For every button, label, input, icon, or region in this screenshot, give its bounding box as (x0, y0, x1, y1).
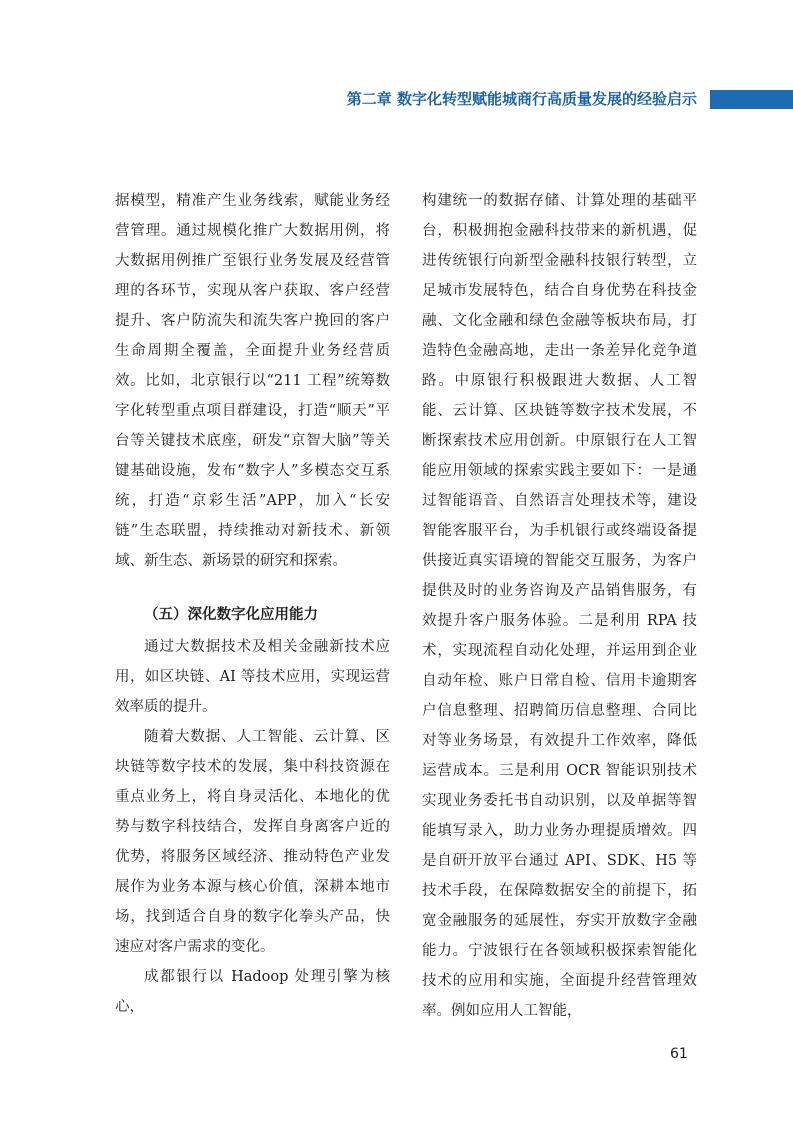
page-number: 61 (670, 1046, 688, 1062)
running-header (0, 84, 793, 114)
chapter-title: 第二章 数字化转型赋能城商行高质量发展的经验启示 (346, 90, 697, 108)
paragraph: 据模型，精准产生业务线索，赋能业务经营管理。通过规模化推广大数据用例，将大数据用例推广至银行业务发展及经营管理的各环节，实现从客户获取、客户经营提升、客户防流失和流失客户挽回的客户生命周期全覆盖，全面提升业务经营质效。比如，北京银行以“211 工程”统筹数字化转型重点项目群建设，打造“顺天”平台等关键技术底座，研发“京智大脑”等关键基础设施，发布“数字人”多模态交互系统，打造“京彩生活”APP，加入“长安链”生态联盟，持续推动对新技术、新领域、新生态、新场景的研究和探索。 (115, 193, 390, 569)
section-heading: （五）深化数字化应用能力 (144, 607, 318, 623)
paragraph: 成都银行以 Hadoop 处理引擎为核心， (115, 969, 390, 1015)
paragraph: 通过大数据技术及相关金融新技术应用，如区块链、AI 等技术应用，实现运营效率质的提升。 (115, 639, 390, 715)
header-accent-bar (710, 90, 793, 109)
paragraph: 随着大数据、人工智能、云计算、区块链等数字技术的发展，集中科技资源在重点业务上，将自身灵活化、本地化的优势与数字科技结合，发挥自身离客户近的优势，将服务区域经济、推动特色产业发展作为业务本源与核心价值，深耕本地市场，找到适合自身的数字化拳头产品，快速应对客户需求的变化。 (115, 729, 390, 955)
left-column (115, 186, 390, 1022)
paragraph: 构建统一的数据存储、计算处理的基础平台，积极拥抱金融科技带来的新机遇，促进传统银行向新型金融科技银行转型，立足城市发展特色，结合自身优势在科技金融、文化金融和绿色金融等板块布局，打造特色金融高地，走出一条差异化竞争道路。中原银行积极跟进大数据、人工智能、云计算、区块链等数字技术发展，不断探索技术应用创新。中原银行在人工智能应用领域的探索实践主要如下：一是通过智能语音、自然语言处理技术等，建设智能客服平台，为手机银行或终端设备提供接近真实语境的智能交互服务，为客户提供及时的业务咨询及产品销售服务，有效提升客户服务体验。二是利用 RPA 技术，实现流程自动化处理，并运用到企业自动年检、账户日常自检、信用卡逾期客户信息整理、招聘简历信息整理、合同比对等业务场景，有效提升工作效率，降低运营成本。三是利用 OCR 智能识别技术实现业务委托书自动识别，以及单据等智能填写录入，助力业务办理提质增效。四是自研开放平台通过 API、SDK、H5 等技术手段，在保障数据安全的前提下，拓宽金融服务的延展性，夯实开放数字金融能力。宁波银行在各领域积极探索智能化技术的应用和实施，全面提升经营管理效率。例如应用人工智能， (422, 193, 697, 1019)
right-column (422, 186, 697, 1026)
